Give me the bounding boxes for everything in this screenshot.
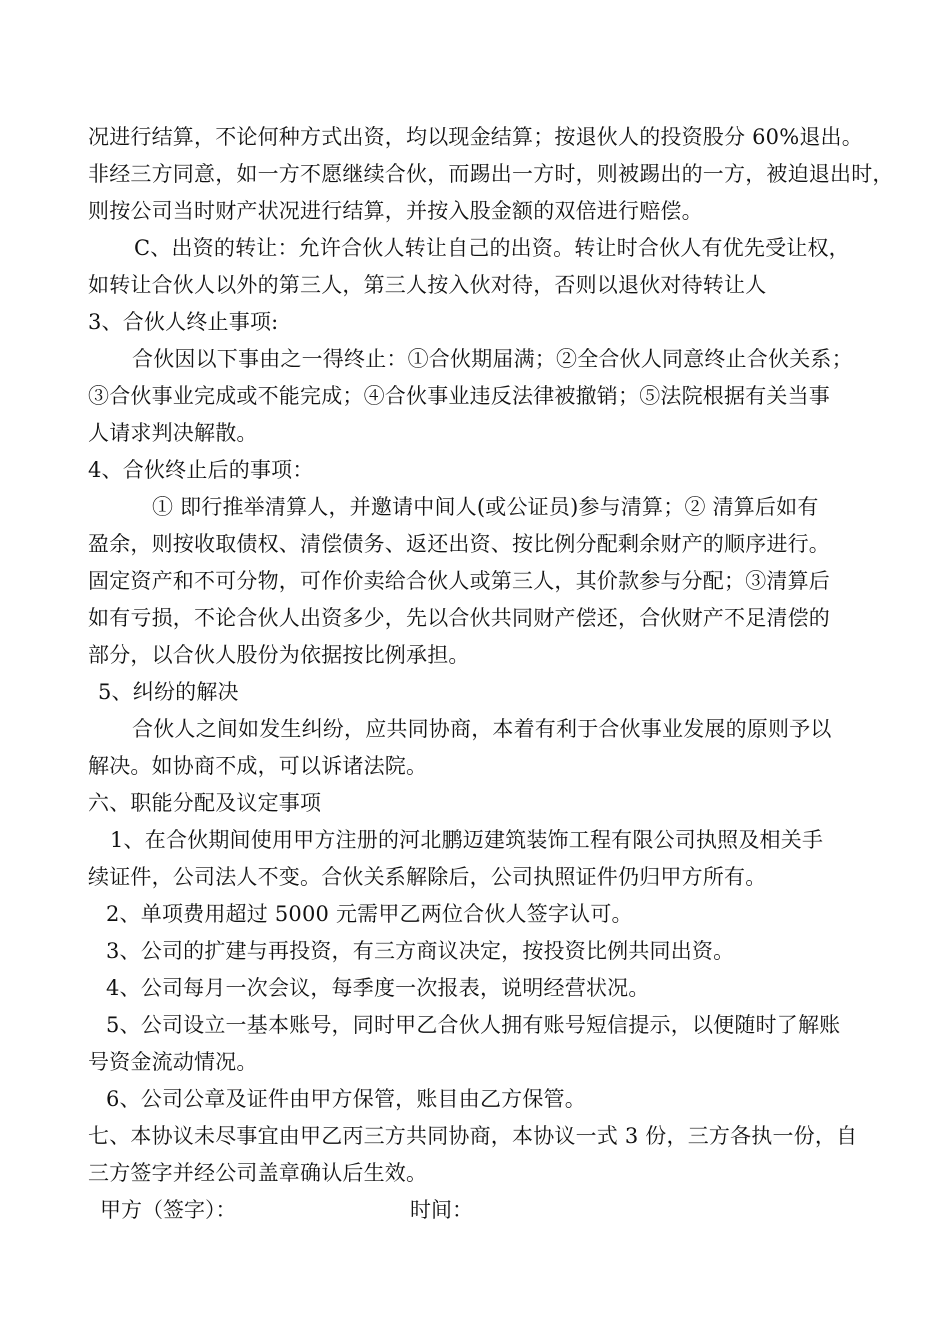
text-line: 非经三方同意，如一方不愿继续合伙，而踢出一方时，则被踢出的一方，被迫退出时， <box>88 162 894 186</box>
section-heading: 5、纠纷的解决 <box>98 680 239 704</box>
text-line: 如转让合伙人以外的第三人，第三人按入伙对待，否则以退伙对待转让人 <box>88 273 767 297</box>
text-line: ① 即行推举清算人，并邀请中间人(或公证员)参与清算；② 清算后如有 <box>152 495 819 519</box>
section-heading: 六、职能分配及议定事项 <box>88 791 322 815</box>
text-line: 号资金流动情况。 <box>88 1050 258 1074</box>
text-line: 则按公司当时财产状况进行结算，并按入股金额的双倍进行赔偿。 <box>88 199 703 223</box>
section-heading: 4、合伙终止后的事项： <box>88 458 314 482</box>
text-line: 部分，以合伙人股份为依据按比例承担。 <box>88 643 470 667</box>
text-line: 况进行结算，不论何种方式出资，均以现金结算；按退伙人的投资股分 60%退出。 <box>88 125 863 149</box>
text-line: 人请求判决解散。 <box>88 421 258 445</box>
time-label: 时间： <box>410 1198 473 1222</box>
text-line: 合伙因以下事由之一得终止：①合伙期届满；②全合伙人同意终止合伙关系； <box>132 347 853 371</box>
text-line: 如有亏损，不论合伙人出资多少，先以合伙共同财产偿还，合伙财产不足清偿的 <box>88 606 830 630</box>
text-line: 合伙人之间如发生纠纷，应共同协商，本着有利于合伙事业发展的原则予以 <box>132 717 832 741</box>
text-line: 3、公司的扩建与再投资，有三方商议决定，按投资比例共同出资。 <box>106 939 735 963</box>
text-line: C、出资的转让：允许合伙人转让自己的出资。转让时合伙人有优先受让权， <box>134 236 850 260</box>
text-line: 5、公司设立一基本账号，同时甲乙合伙人拥有账号短信提示，以便随时了解账 <box>106 1013 841 1037</box>
text-line: ③合伙事业完成或不能完成；④合伙事业违反法律被撤销；⑤法院根据有关当事 <box>88 384 830 408</box>
text-line: 2、单项费用超过 5000 元需甲乙两位合伙人签字认可。 <box>106 902 633 926</box>
text-line: 盈余，则按收取债权、清偿债务、返还出资、按比例分配剩余财产的顺序进行。 <box>88 532 830 556</box>
text-line: 七、本协议未尽事宜由甲乙丙三方共同协商，本协议一式 3 份，三方各执一份，自 <box>88 1124 858 1148</box>
text-line: 6、公司公章及证件由甲方保管，账目由乙方保管。 <box>106 1087 586 1111</box>
text-line: 1、在合伙期间使用甲方注册的河北鹏迈建筑装饰工程有限公司执照及相关手 <box>110 828 824 852</box>
section-heading: 3、合伙人终止事项: <box>88 310 279 334</box>
text-line: 4、公司每月一次会议，每季度一次报表，说明经营状况。 <box>106 976 650 1000</box>
party-a-signature-label: 甲方（签字）： <box>100 1198 237 1222</box>
text-line: 解决。如协商不成，可以诉诸法院。 <box>88 754 428 778</box>
text-line: 固定资产和不可分物，可作价卖给合伙人或第三人，其价款参与分配；③清算后 <box>88 569 830 593</box>
text-line: 三方签字并经公司盖章确认后生效。 <box>88 1161 428 1185</box>
text-line: 续证件，公司法人不变。合伙关系解除后，公司执照证件仍归甲方所有。 <box>88 865 767 889</box>
